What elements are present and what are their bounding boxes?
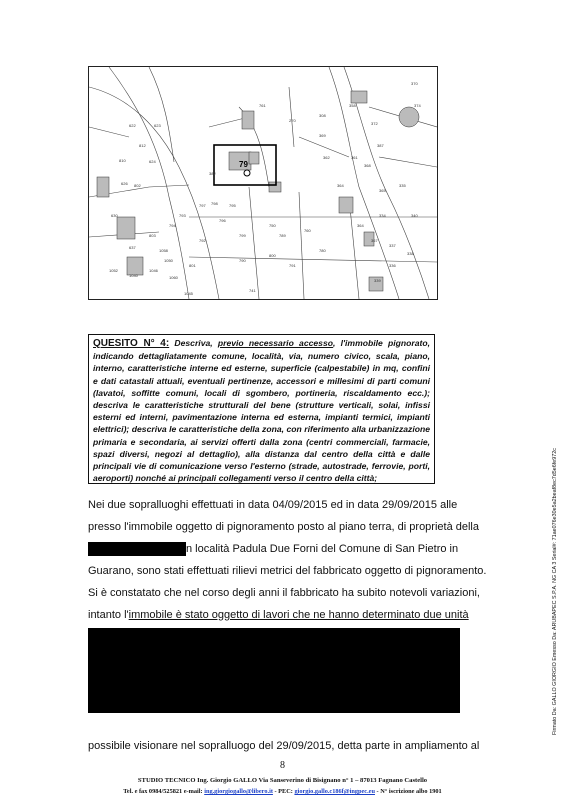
parcel-number-label: 364 <box>357 223 364 228</box>
redaction-bar <box>88 542 186 556</box>
parcel-number-label: 741 <box>249 288 256 293</box>
body-text <box>88 494 487 648</box>
quesito-text: , l'immobile pignorato, indicando dettagliatamente comune, località, via, numero civico, scala, piano, interno, caratteristiche interne ed esterne, superficie (calpestabile) in mq, confini e dati catastali attuali, eventuali pertinenze, accessori e millesimi di parti comuni (lavatoi, soffitte comuni, locali di sgombero, portineria, riscaldamento ecc.); descriva le caratteristiche strutturali del bene (strutture verticali, solai, infissi esterni ed interni, pavimentazione interna ed esterna, impianti termici, impianti elettrici); descriva le caratteristiche della zona, con riferimento alla urbanizzazione primaria e secondaria, ai servizi offerti dalla zona (centri commerciali, farmacie, spazi diversi, negozi al dettaglio), alla distanza dal centro della città e dalle principali vie di comunicazione verso l'esterno (strade, autostrade, ferrovie, porti, aeroporti) nonché ai principali collegamenti verso il centro della città; <box>93 338 430 484</box>
parcel-number-label: 803 <box>149 233 156 238</box>
page-number: 8 <box>280 760 285 771</box>
parcel-number-label: 622 <box>129 123 136 128</box>
parcel-number-label: 334 <box>379 213 386 218</box>
parcel-number-label: 796 <box>219 218 226 223</box>
footer-tel: Tel. e fax 0984/525821 e-mail: <box>123 788 205 795</box>
body-last-line: possibile visionare nel sopralluogo del 29/09/2015, detta parte in ampliamento al <box>88 740 480 752</box>
parcel-number-label: 1058 <box>159 248 168 253</box>
footer-pec-label: - PEC: <box>272 788 295 795</box>
digital-signature-note: Firmato Da: GALLO GIORGIO Emesso Da: ARUBAPEC S.P.A. NG CA 3 Serial#: 71ae076e30e5a2beaf8ec7d5e6fe972c <box>552 448 558 735</box>
parcel-number-label: 369 <box>319 133 326 138</box>
body-line: Guarano, sono stati effettuati rilievi metrici del fabbricato oggetto di pignoramento. <box>88 565 487 577</box>
parcel-number-label: 270 <box>289 118 296 123</box>
parcel-number-label: 374 <box>414 103 421 108</box>
footer-pec-link[interactable]: giorgio.gallo.c186f@ingpec.eu <box>294 788 375 795</box>
parcel-number-label: 626 <box>121 181 128 186</box>
footer-albo: - N° iscrizione albo 1901 <box>374 788 442 795</box>
parcel-number-label: 812 <box>139 143 146 148</box>
parcel-number-label: 802 <box>134 183 141 188</box>
parcel-number-label: 1045 <box>184 291 193 296</box>
parcel-number-label: 382 <box>209 171 216 176</box>
parcel-number-label: 308 <box>319 113 326 118</box>
footer-email-link[interactable]: ing.giorgiogallo@libero.it <box>204 788 273 795</box>
parcel-number-label: 362 <box>323 155 330 160</box>
parcel-number-label: 337 <box>389 243 396 248</box>
parcel-number-label: 335 <box>399 183 406 188</box>
parcel-number-label: 780 <box>319 248 326 253</box>
parcel-number-label: 370 <box>411 81 418 86</box>
parcel-number-label: 387 <box>377 143 384 148</box>
parcel-number-label: 336 <box>389 263 396 268</box>
highlight-parcel-label: 79 <box>239 160 248 169</box>
parcel-number-label: 761 <box>259 103 266 108</box>
quesito-underlined: previo necessario accesso <box>217 338 333 348</box>
body-line <box>88 604 469 626</box>
parcel-number-label: 340 <box>411 213 418 218</box>
quesito-box <box>88 334 435 484</box>
body-line: Nei due sopralluoghi effettuati in data 04/09/2015 ed in data 29/09/2015 alle <box>88 499 458 511</box>
parcel-number-label: 364 <box>337 183 344 188</box>
parcel-number-label: 637 <box>129 245 136 250</box>
parcel-number-label: 798 <box>211 201 218 206</box>
parcel-number-label: 800 <box>269 253 276 258</box>
parcel-number-label: 1060 <box>169 275 178 280</box>
cadastral-map <box>88 66 438 300</box>
parcel-number-label: 1046 <box>149 268 158 273</box>
body-line-text: intanto l' <box>88 609 129 621</box>
parcel-number-label: 367 <box>371 238 378 243</box>
body-line: presso l'immobile oggetto di pignoramento posto al piano terra, di proprietà della <box>88 521 479 533</box>
body-underlined-text: immobile è stato oggetto di lavori che ne hanno determinato due unità <box>128 609 469 621</box>
parcel-number-label: 623 <box>154 123 161 128</box>
quesito-heading: QUESITO N° 4: <box>93 338 170 349</box>
body-line-text: n località Padula Due Forni del Comune di San Pietro in <box>186 543 459 555</box>
footer-studio: STUDIO TECNICO Ing. Giorgio GALLO Via Sanseverino di Bisignano n° 1 – 87013 Fagnano Castello <box>137 777 428 784</box>
parcel-number-label: 789 <box>279 233 286 238</box>
parcel-number-label: 368 <box>364 163 371 168</box>
parcel-number-label: 760 <box>304 228 311 233</box>
parcel-number-label: 1050 <box>164 258 173 263</box>
parcel-number-label: 795 <box>229 203 236 208</box>
parcel-number-label: 339 <box>374 278 381 283</box>
quesito-intro: Descriva, <box>174 338 213 348</box>
parcel-number-label: 790 <box>239 258 246 263</box>
parcel-number-label: 624 <box>149 159 156 164</box>
parcel-number-label: 799 <box>239 233 246 238</box>
parcel-number-label: 801 <box>189 263 196 268</box>
parcel-number-label: 797 <box>199 203 206 208</box>
parcel-number-label: 372 <box>371 121 378 126</box>
parcel-number-label: 793 <box>179 213 186 218</box>
parcel-number-label: 358 <box>349 103 356 108</box>
body-line: Si è constatato che nel corso degli anni il fabbricato ha subito notevoli variazioni, <box>88 587 480 599</box>
parcel-number-label: 361 <box>351 155 358 160</box>
footer-contacts <box>0 788 565 795</box>
parcel-number-label: 792 <box>199 238 206 243</box>
redaction-block <box>88 628 460 713</box>
body-line <box>88 538 460 560</box>
parcel-number-label: 338 <box>407 251 414 256</box>
parcel-number-label: 791 <box>289 263 296 268</box>
parcel-number-label: 1052 <box>109 268 118 273</box>
cadastral-map-drawing <box>89 67 437 299</box>
parcel-number-label: 630 <box>111 213 118 218</box>
parcel-number-label: 750 <box>269 223 276 228</box>
parcel-number-label: 1040 <box>129 273 138 278</box>
parcel-number-label: 810 <box>119 158 126 163</box>
parcel-number-label: 365 <box>379 188 386 193</box>
parcel-number-label: 794 <box>169 223 176 228</box>
